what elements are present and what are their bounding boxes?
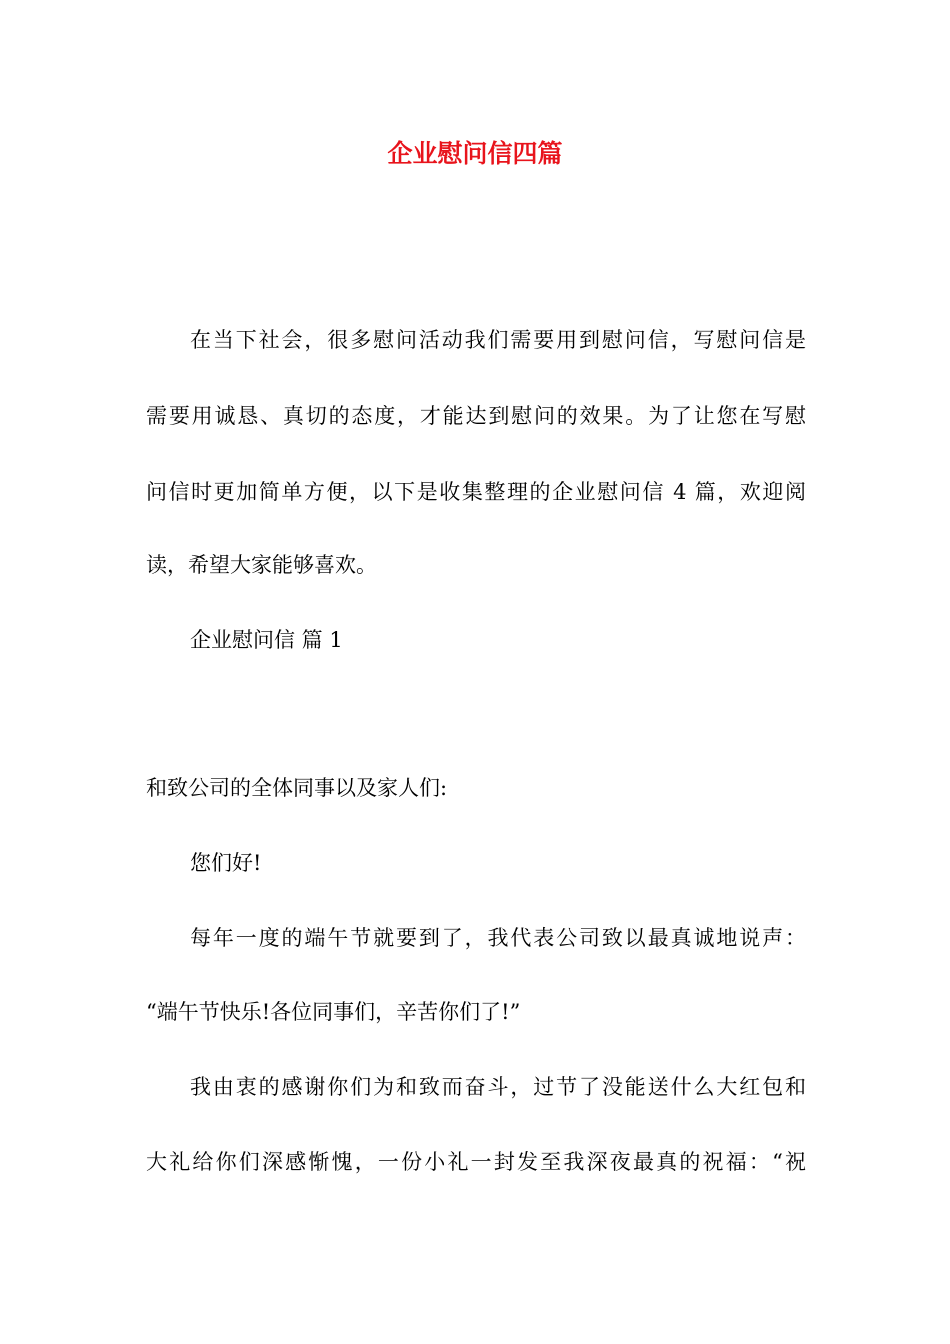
body-line-1: 每年一度的端午节就要到了，我代表公司致以最真诚地说声：	[190, 926, 806, 950]
intro-line-3: 问信时更加简单方便，以下是收集整理的企业慰问信 4 篇，欢迎阅	[146, 480, 806, 504]
body-line-4: 大礼给你们深感惭愧，一份小礼一封发至我深夜最真的祝福：“祝	[146, 1150, 806, 1174]
section-heading: 企业慰问信 篇 1	[190, 628, 343, 652]
intro-line-1: 在当下社会，很多慰问活动我们需要用到慰问信，写慰问信是	[190, 328, 806, 352]
greeting: 您们好!	[190, 851, 262, 875]
document-title: 企业慰问信四篇	[387, 139, 563, 168]
body-line-3: 我由衷的感谢你们为和致而奋斗，过节了没能送什么大红包和	[190, 1075, 806, 1099]
body-line-2: “端午节快乐!各位同事们，辛苦你们了!”	[146, 1000, 521, 1024]
salutation: 和致公司的全体同事以及家人们:	[146, 776, 448, 800]
intro-line-4: 读，希望大家能够喜欢。	[146, 553, 377, 577]
intro-line-2: 需要用诚恳、真切的态度，才能达到慰问的效果。为了让您在写慰	[146, 404, 806, 428]
